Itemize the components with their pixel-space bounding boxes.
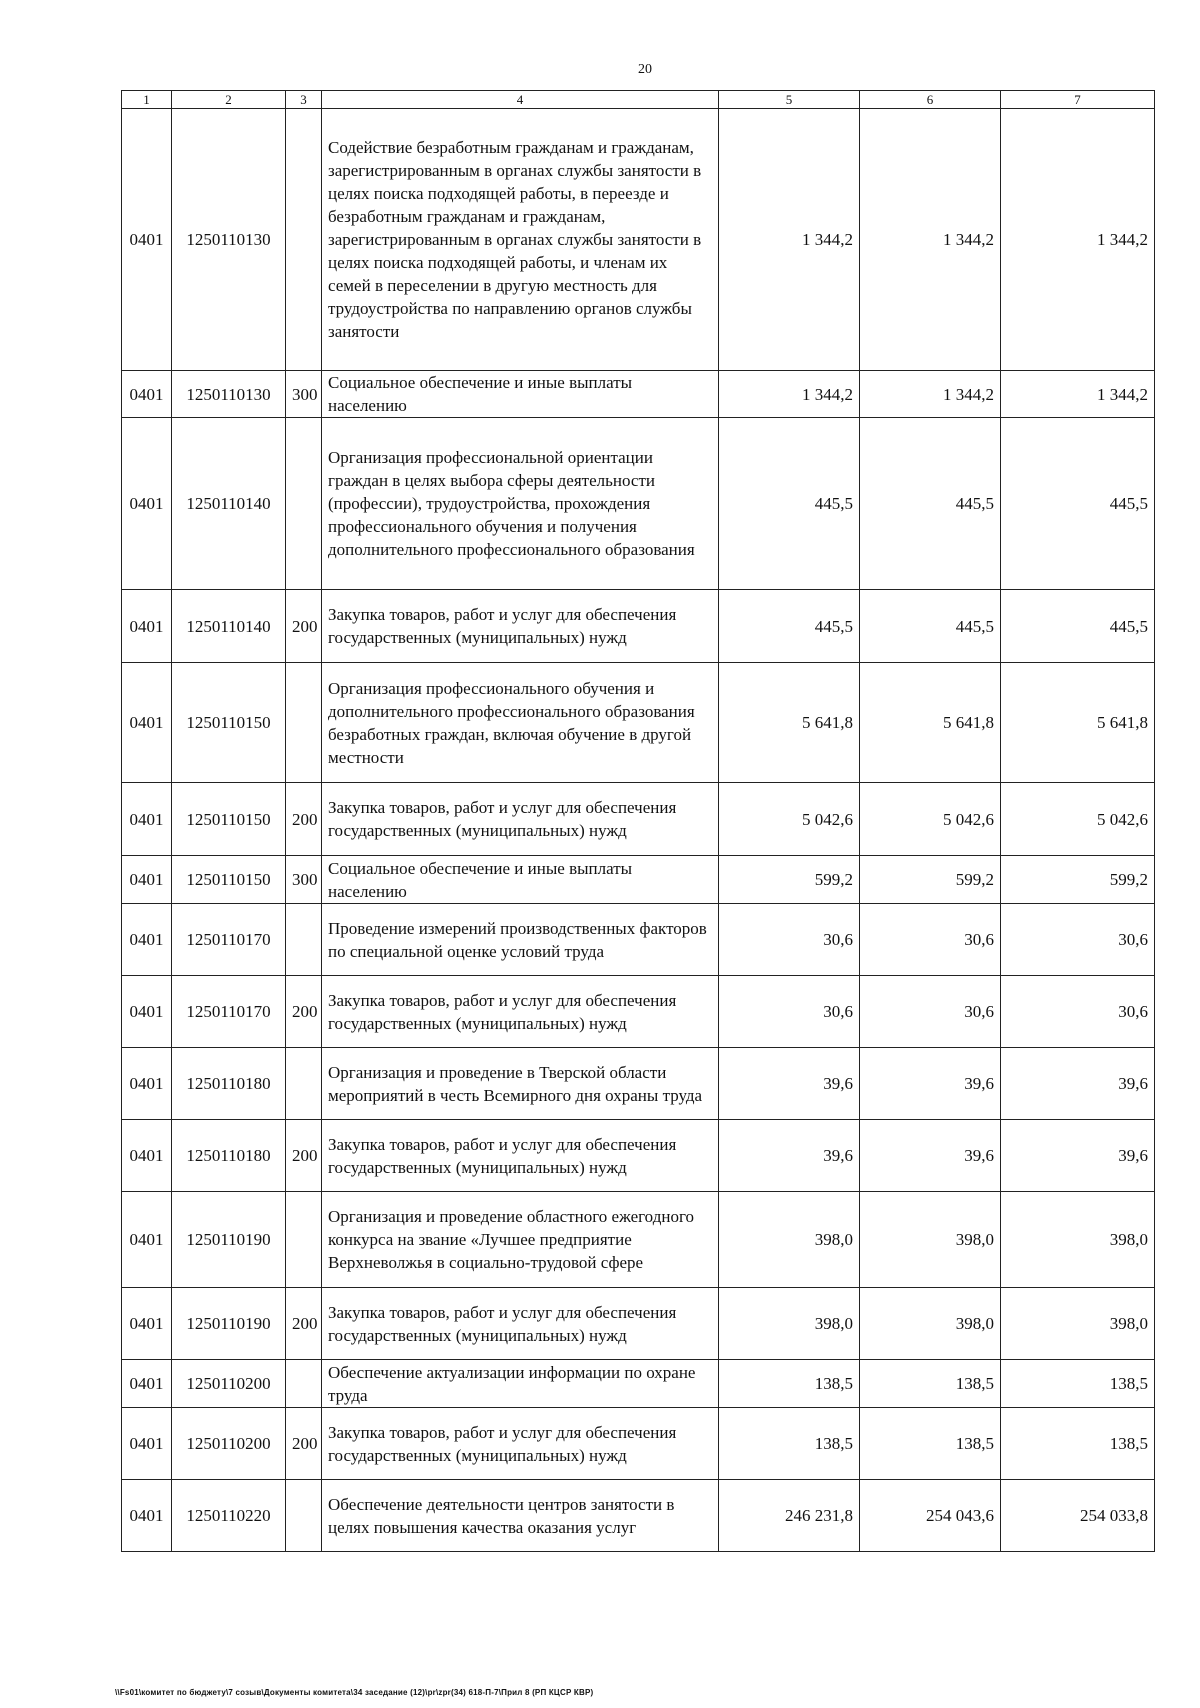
amount-col7: 39,6 (1001, 1048, 1155, 1120)
amount-col6: 39,6 (860, 1048, 1001, 1120)
table-row (122, 1480, 1155, 1552)
amount-col5: 138,5 (719, 1408, 860, 1480)
expense-type-code (286, 418, 322, 590)
target-article-code: 1250110150 (172, 783, 286, 856)
section-code: 0401 (122, 1288, 172, 1360)
expense-type-code (286, 1480, 322, 1552)
amount-col6: 1 344,2 (860, 371, 1001, 418)
amount-col7: 1 344,2 (1001, 109, 1155, 371)
table-row (122, 904, 1155, 976)
budget-table (121, 90, 1155, 1552)
column-header: 2 (172, 91, 286, 109)
column-header: 4 (322, 91, 719, 109)
amount-col7: 30,6 (1001, 904, 1155, 976)
expense-type-code: 200 (286, 783, 322, 856)
amount-col7: 398,0 (1001, 1192, 1155, 1288)
expense-type-code: 300 (286, 856, 322, 904)
table-row (122, 1408, 1155, 1480)
amount-col5: 599,2 (719, 856, 860, 904)
section-code: 0401 (122, 976, 172, 1048)
table-row (122, 1288, 1155, 1360)
column-header: 7 (1001, 91, 1155, 109)
expense-type-code: 200 (286, 1120, 322, 1192)
amount-col7: 30,6 (1001, 976, 1155, 1048)
amount-col5: 30,6 (719, 976, 860, 1048)
amount-col5: 398,0 (719, 1192, 860, 1288)
item-description: Организация профессиональной ориентации граждан в целях выбора сферы деятельности (профессии), трудоустройства, прохождения профессионального обучения и получения дополнительного профессионального образования (322, 418, 719, 590)
amount-col7: 1 344,2 (1001, 371, 1155, 418)
amount-col5: 5 641,8 (719, 663, 860, 783)
target-article-code: 1250110200 (172, 1360, 286, 1408)
table-row (122, 109, 1155, 371)
amount-col7: 445,5 (1001, 418, 1155, 590)
column-header: 6 (860, 91, 1001, 109)
target-article-code: 1250110150 (172, 663, 286, 783)
item-description: Социальное обеспечение и иные выплаты населению (322, 856, 719, 904)
amount-col7: 5 641,8 (1001, 663, 1155, 783)
amount-col7: 138,5 (1001, 1360, 1155, 1408)
expense-type-code (286, 1192, 322, 1288)
target-article-code: 1250110180 (172, 1048, 286, 1120)
item-description: Организация и проведение областного ежегодного конкурса на звание «Лучшее предприятие Верхневолжья в социально-трудовой сфере (322, 1192, 719, 1288)
table-row (122, 1048, 1155, 1120)
table-row (122, 418, 1155, 590)
item-description: Организация профессионального обучения и дополнительного профессионального образования безработных граждан, включая обучение в другой местности (322, 663, 719, 783)
table-row (122, 590, 1155, 663)
section-code: 0401 (122, 1048, 172, 1120)
expense-type-code: 200 (286, 590, 322, 663)
target-article-code: 1250110130 (172, 109, 286, 371)
amount-col6: 30,6 (860, 976, 1001, 1048)
footer-file-path: \\Fs01\комитет по бюджету\7 созыв\Документы комитета\34 заседание (12)\pr\zpr(34) 618-П-7\Прил 8 (РП КЦСР КВР) (115, 1688, 594, 1697)
expense-type-code (286, 663, 322, 783)
target-article-code: 1250110220 (172, 1480, 286, 1552)
amount-col6: 398,0 (860, 1288, 1001, 1360)
target-article-code: 1250110150 (172, 856, 286, 904)
amount-col6: 599,2 (860, 856, 1001, 904)
table-row (122, 1360, 1155, 1408)
table-row (122, 1192, 1155, 1288)
amount-col6: 1 344,2 (860, 109, 1001, 371)
item-description: Закупка товаров, работ и услуг для обеспечения государственных (муниципальных) нужд (322, 976, 719, 1048)
amount-col7: 138,5 (1001, 1408, 1155, 1480)
amount-col6: 445,5 (860, 418, 1001, 590)
amount-col5: 1 344,2 (719, 109, 860, 371)
target-article-code: 1250110180 (172, 1120, 286, 1192)
table-header-row (122, 91, 1155, 109)
target-article-code: 1250110130 (172, 371, 286, 418)
section-code: 0401 (122, 371, 172, 418)
target-article-code: 1250110190 (172, 1288, 286, 1360)
amount-col5: 1 344,2 (719, 371, 860, 418)
amount-col6: 138,5 (860, 1408, 1001, 1480)
section-code: 0401 (122, 1480, 172, 1552)
section-code: 0401 (122, 856, 172, 904)
item-description: Организация и проведение в Тверской области мероприятий в честь Всемирного дня охраны труда (322, 1048, 719, 1120)
item-description: Закупка товаров, работ и услуг для обеспечения государственных (муниципальных) нужд (322, 783, 719, 856)
item-description: Закупка товаров, работ и услуг для обеспечения государственных (муниципальных) нужд (322, 1288, 719, 1360)
amount-col5: 445,5 (719, 418, 860, 590)
target-article-code: 1250110190 (172, 1192, 286, 1288)
expense-type-code (286, 1048, 322, 1120)
amount-col6: 254 043,6 (860, 1480, 1001, 1552)
item-description: Социальное обеспечение и иные выплаты населению (322, 371, 719, 418)
item-description: Содействие безработным гражданам и гражданам, зарегистрированным в органах службы занятости в целях поиска подходящей работы, в переезде и безработным гражданам и гражданам, зарегистрированным в органах службы занятости в целях поиска подходящей работы, и членам их семей в переселении в другую местность для трудоустройства по направлению органов службы занятости (322, 109, 719, 371)
amount-col5: 30,6 (719, 904, 860, 976)
section-code: 0401 (122, 1360, 172, 1408)
table-row (122, 371, 1155, 418)
section-code: 0401 (122, 590, 172, 663)
expense-type-code: 300 (286, 371, 322, 418)
item-description: Закупка товаров, работ и услуг для обеспечения государственных (муниципальных) нужд (322, 590, 719, 663)
target-article-code: 1250110170 (172, 976, 286, 1048)
expense-type-code: 200 (286, 1288, 322, 1360)
item-description: Проведение измерений производственных факторов по специальной оценке условий труда (322, 904, 719, 976)
amount-col5: 246 231,8 (719, 1480, 860, 1552)
expense-type-code (286, 109, 322, 371)
item-description: Обеспечение деятельности центров занятости в целях повышения качества оказания услуг (322, 1480, 719, 1552)
section-code: 0401 (122, 663, 172, 783)
section-code: 0401 (122, 1192, 172, 1288)
expense-type-code (286, 1360, 322, 1408)
table-row (122, 856, 1155, 904)
table-row (122, 976, 1155, 1048)
amount-col7: 398,0 (1001, 1288, 1155, 1360)
target-article-code: 1250110170 (172, 904, 286, 976)
amount-col5: 39,6 (719, 1048, 860, 1120)
section-code: 0401 (122, 1408, 172, 1480)
expense-type-code: 200 (286, 1408, 322, 1480)
page-number: 20 (638, 62, 652, 77)
amount-col7: 5 042,6 (1001, 783, 1155, 856)
column-header: 3 (286, 91, 322, 109)
amount-col6: 30,6 (860, 904, 1001, 976)
section-code: 0401 (122, 1120, 172, 1192)
column-header: 5 (719, 91, 860, 109)
section-code: 0401 (122, 904, 172, 976)
item-description: Обеспечение актуализации информации по охране труда (322, 1360, 719, 1408)
amount-col6: 398,0 (860, 1192, 1001, 1288)
amount-col6: 5 042,6 (860, 783, 1001, 856)
amount-col7: 254 033,8 (1001, 1480, 1155, 1552)
expense-type-code: 200 (286, 976, 322, 1048)
section-code: 0401 (122, 783, 172, 856)
amount-col7: 445,5 (1001, 590, 1155, 663)
table-row (122, 663, 1155, 783)
expense-type-code (286, 904, 322, 976)
target-article-code: 1250110200 (172, 1408, 286, 1480)
amount-col6: 39,6 (860, 1120, 1001, 1192)
amount-col5: 398,0 (719, 1288, 860, 1360)
amount-col7: 39,6 (1001, 1120, 1155, 1192)
amount-col6: 445,5 (860, 590, 1001, 663)
amount-col5: 5 042,6 (719, 783, 860, 856)
amount-col5: 445,5 (719, 590, 860, 663)
amount-col6: 5 641,8 (860, 663, 1001, 783)
amount-col5: 39,6 (719, 1120, 860, 1192)
item-description: Закупка товаров, работ и услуг для обеспечения государственных (муниципальных) нужд (322, 1408, 719, 1480)
table-row (122, 783, 1155, 856)
column-header: 1 (122, 91, 172, 109)
target-article-code: 1250110140 (172, 590, 286, 663)
item-description: Закупка товаров, работ и услуг для обеспечения государственных (муниципальных) нужд (322, 1120, 719, 1192)
amount-col7: 599,2 (1001, 856, 1155, 904)
table-row (122, 1120, 1155, 1192)
amount-col5: 138,5 (719, 1360, 860, 1408)
section-code: 0401 (122, 418, 172, 590)
target-article-code: 1250110140 (172, 418, 286, 590)
section-code: 0401 (122, 109, 172, 371)
amount-col6: 138,5 (860, 1360, 1001, 1408)
